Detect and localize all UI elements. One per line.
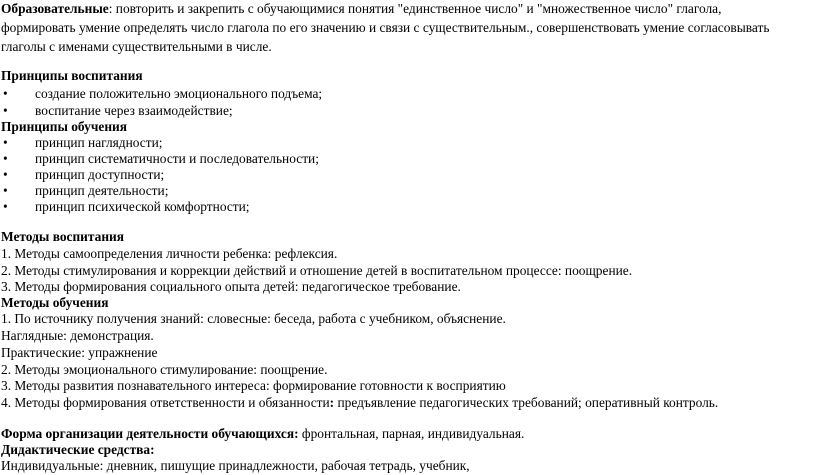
bullet-icon: • xyxy=(3,103,8,118)
learning-method-line: 1. По источнику получения знаний: словесные: беседа, работа с учебником, объяснение. xyxy=(1,311,506,326)
vospitanie-method-line: 2. Методы стимулирования и коррекции действий и отношение детей в воспитательном процессе: поощрение. xyxy=(1,263,633,278)
organization-value: фронтальная, парная, индивидуальная. xyxy=(298,426,525,441)
intro-text-1: : повторить и закрепить с обучающимися понятия "единственное число" и "множественное число" глагола, xyxy=(108,1,722,16)
bullet-icon: • xyxy=(3,183,8,198)
learning-method-line: Наглядные: демонстрация. xyxy=(1,328,154,343)
learning-method-line: 3. Методы развития познавательного интереса: формирование готовности к восприятию xyxy=(1,378,506,393)
vospitanie-methods-heading: Методы воспитания xyxy=(1,229,125,244)
bullet-icon: • xyxy=(3,167,8,182)
learning-method-line: Практические: упражнение xyxy=(1,345,158,360)
vospitanie-method-line: 1. Методы самоопределения личности ребенка: рефлексия. xyxy=(1,246,338,261)
bullet-icon: • xyxy=(3,135,8,150)
document-page: Образовательные: повторить и закрепить с обучающимися понятия "единственное число" и "множественное число" глагола, формировать умение определять число глагола по его значению и связи с существительным., совершенствовать умение согласовывать глаголы с именами существительными в числе. Принципы воспитания • создание положительно эмоционального подъема; • воспитание через взаимодействие; Принципы обучения • принцип наглядности; • принцип систематичности и последовательности; • принцип доступности; • принцип деятельности; • принцип психической комфортности; Методы воспитания 1. Методы самоопределения личности ребенка: рефлексия. 2. Методы стимулирования и коррекции действий и отношение детей в воспитательном процессе: поощрение. 3. Методы формирования социального опыта детей: педагогическое требование. Методы обучения 1. По источнику получения знаний: словесные: беседа, работа с учебником, объяснение. Наглядные: демонстрация. Практические: упражнение 2. Методы эмоционального стимулирование: поощрение. 3. Методы развития познавательного интереса: формирование готовности к восприятию 4. Методы формирования ответственности и обязанности: предъявление педагогических требований; оперативный контроль. Форма организации деятельности обучающихся: фронтальная, парная, индивидуальная. Дидактические средства: Индивидуальные: дневник, пишущие принадлежности, рабочая тетрадь, учебник, xyxy=(1,1,770,473)
learning-principles-heading: Принципы обучения xyxy=(1,119,127,134)
vospitanie-method-line: 3. Методы формирования социального опыта детей: педагогическое требование. xyxy=(1,279,461,294)
learning-methods-heading: Методы обучения xyxy=(1,295,109,310)
intro-line-3: глаголы с именами существительными в числе. xyxy=(1,39,272,54)
didactic-heading: Дидактические средства: xyxy=(1,442,155,457)
learning-method-line-last: 4. Методы формирования ответственности и обязанности: предъявление педагогических требований; оперативный контроль. xyxy=(1,395,719,410)
bullet-icon: • xyxy=(3,199,8,214)
didactic-line: Индивидуальные: дневник, пишущие принадлежности, рабочая тетрадь, учебник, xyxy=(1,458,470,473)
intro-line-1 xyxy=(1,0,721,18)
vospitanie-principles-heading: Принципы воспитания xyxy=(1,68,143,83)
organization-label: Форма организации деятельности обучающихся: xyxy=(1,426,299,441)
bullet-icon: • xyxy=(3,151,8,166)
bullet-icon: • xyxy=(3,86,8,101)
learning-method-line: 2. Методы эмоционального стимулирование: поощрение. xyxy=(1,362,328,377)
intro-label: Образовательные xyxy=(1,1,109,16)
intro-line-2: формировать умение определять число глагола по его значению и связи с существительным., совершенствовать умение согласовывать xyxy=(1,20,770,35)
